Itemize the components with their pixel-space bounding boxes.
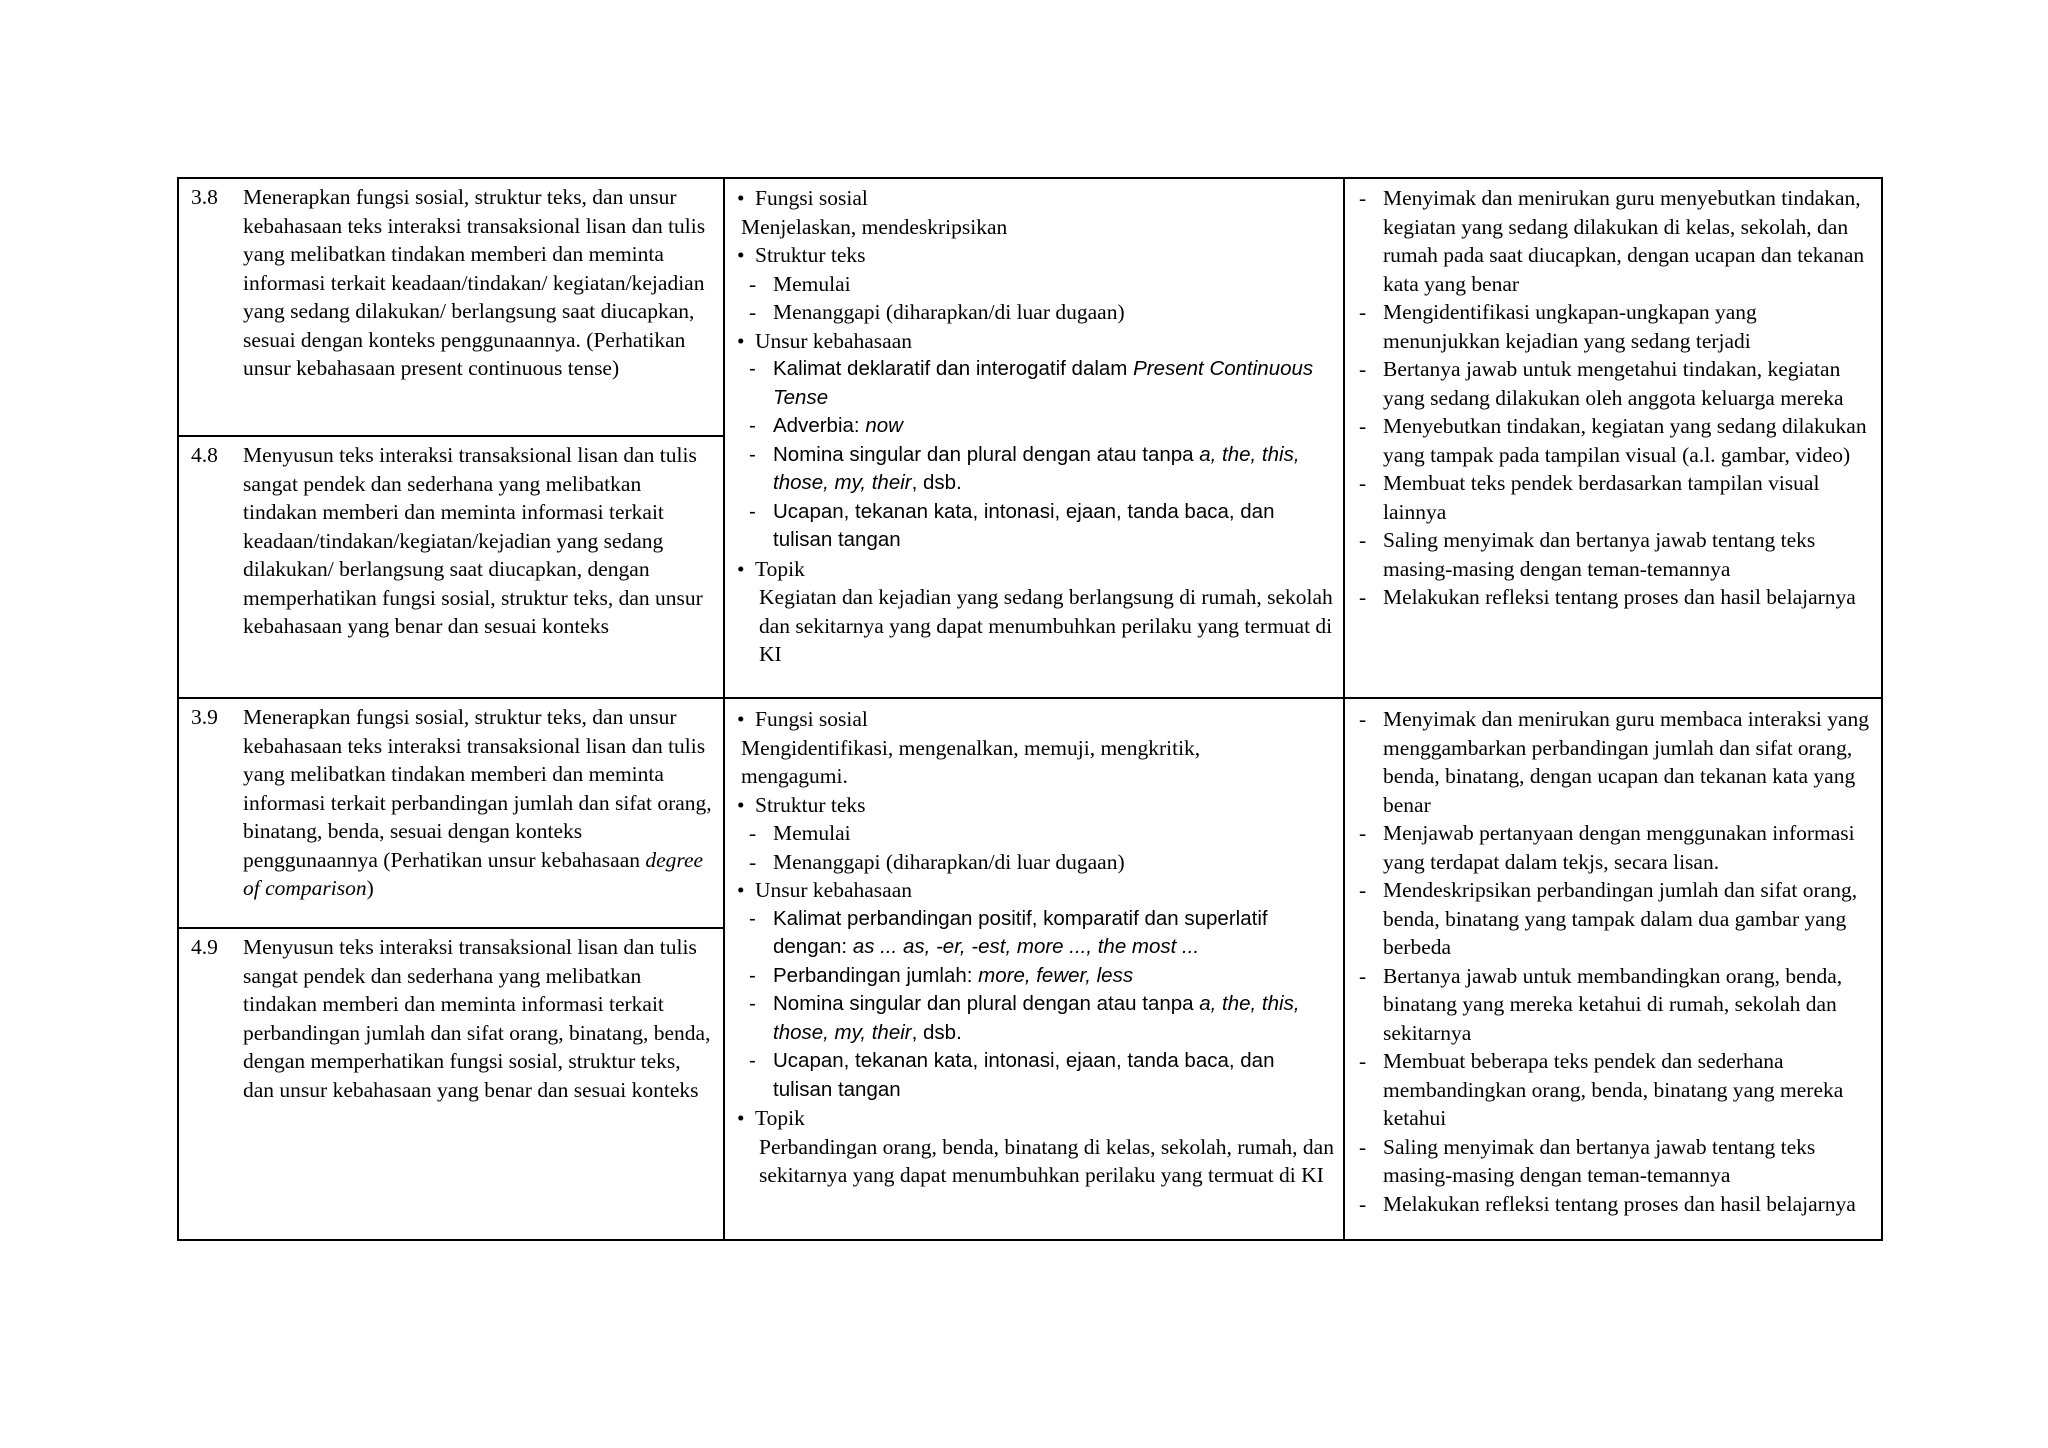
activity-item: Melakukan refleksi tentang proses dan hasil belajarnya xyxy=(1383,1191,1856,1216)
materi-heading: Struktur teks xyxy=(755,243,866,267)
bullet-icon: • xyxy=(737,707,745,731)
list-item-emphasis: a, the, this, those, my, their xyxy=(773,442,1300,494)
materi-text: Kegiatan dan kejadian yang sedang berlangsung di rumah, sekolah dan sekitarnya yang dapat menumbuhkan perilaku yang termuat di KI xyxy=(759,585,1333,666)
kd-text-suffix: ) xyxy=(366,876,374,900)
bullet-icon: • xyxy=(737,792,745,817)
materi-heading: Topik xyxy=(755,1106,805,1130)
kd-number: 4.9 xyxy=(191,935,218,959)
kd-text: Menerapkan fungsi sosial, struktur teks, dan unsur kebahasaan teks interaksi transaksional lisan dan tulis yang melibatkan tindakan memberi dan meminta informasi terkait perbandingan jumlah dan sifat orang, binatang, benda, sesuai dengan konteks penggunaannya (Perhatikan unsur kebahasaan xyxy=(243,705,712,872)
materi-text: Perbandingan orang, benda, binatang di kelas, sekolah, rumah, dan sekitarnya yang dapat menumbuhkan perilaku yang termuat di KI xyxy=(759,1134,1334,1187)
list-item: Menanggapi (diharapkan/di luar dugaan) xyxy=(773,849,1125,874)
materi-heading: Fungsi sosial xyxy=(755,186,868,210)
kegiatan-cell: - Menyimak dan menirukan guru membaca interaksi yang menggambarkan perbandingan jumlah dan sifat orang, benda, binatang, dengan ucapan dan tekanan kata yang benar - Menjawab pertanyaan dengan menggunakan informasi yang terdapat dalam tekjs, secara lisan. - Mendeskripsikan perbandingan jumlah dan sifat orang, benda, binatang yang tampak dalam dua gambar yang berbeda - Bertanya jawab untuk membandingkan orang, benda, binatang yang mereka ketahui di rumah, sekolah dan sekitarnya - Membuat beberapa teks pendek dan sederhana membandingkan orang, benda, binatang yang mereka ketahui - Saling menyimak dan bertanya jawab tentang teks masing-masing dengan teman-temannya - Melakukan refleksi tentang proses dan hasil belajarnya xyxy=(1359,707,1869,1216)
kegiatan-cell: - Menyimak dan menirukan guru menyebutkan tindakan, kegiatan yang sedang dilakukan di kelas, sekolah, dan rumah pada saat diucapkan, dengan ucapan dan tekanan kata yang benar - Mengidentifikasi ungkapan-ungkapan yang menunjukkan kejadian yang sedang terjadi - Bertanya jawab untuk mengetahui tindakan, kegiatan yang sedang dilakukan oleh anggota keluarga mereka - Menyebutkan tindakan, kegiatan yang sedang dilakukan yang tampak pada tampilan visual (a.l. gambar, video) - Membuat teks pendek berdasarkan tampilan visual lainnya - Saling menyimak dan bertanya jawab tentang teks masing-masing dengan teman-temannya - Melakukan refleksi tentang proses dan hasil belajarnya xyxy=(1359,186,1867,609)
activity-item: Menyebutkan tindakan, kegiatan yang sedang dilakukan yang tampak pada tampilan visual (a.l. gambar, video) xyxy=(1383,414,1867,467)
bullet-icon: • xyxy=(737,1106,745,1130)
activity-item: Saling menyimak dan bertanya jawab tentang teks masing-masing dengan teman-temannya xyxy=(1383,1134,1816,1187)
kd-text-emphasis: degree of comparison xyxy=(243,847,704,900)
activity-item: Membuat teks pendek berdasarkan tampilan visual lainnya xyxy=(1383,471,1820,524)
bullet-icon: • xyxy=(737,556,745,581)
list-item: Menanggapi (diharapkan/di luar dugaan) xyxy=(773,300,1125,324)
column-divider xyxy=(1343,179,1345,1239)
activity-item: Mengidentifikasi ungkapan-ungkapan yang menunjukkan kejadian yang sedang terjadi xyxy=(1383,300,1757,353)
list-item: Ucapan, tekanan kata, intonasi, ejaan, tanda baca, dan tulisan tangan xyxy=(773,499,1275,551)
kd-text: Menyusun teks interaksi transaksional lisan dan tulis sangat pendek dan sederhana yang melibatkan tindakan memberi dan meminta informasi terkait keadaan/tindakan/kegiatan/kejadian yang sedang dilakukan/ berlangsung saat diucapkan, dengan memperhatikan fungsi sosial, struktur teks, dan unsur kebahasaan yang benar dan sesuai konteks xyxy=(243,443,703,638)
row-divider xyxy=(179,927,723,929)
activity-item: Menjawab pertanyaan dengan menggunakan informasi yang terdapat dalam tekjs, secara lisan. xyxy=(1383,821,1855,874)
activity-item: Membuat beberapa teks pendek dan sederhana membandingkan orang, benda, binatang yang mereka ketahui xyxy=(1383,1049,1844,1130)
list-item: Adverbia: xyxy=(773,414,866,437)
activity-item: Menyimak dan menirukan guru membaca interaksi yang menggambarkan perbandingan jumlah dan sifat orang, benda, binatang, dengan ucapan dan tekanan kata yang benar xyxy=(1383,707,1869,817)
materi-heading: Unsur kebahasaan xyxy=(755,878,913,902)
materi-cell: • Fungsi sosial Mengidentifikasi, mengenalkan, memuji, mengkritik, mengagumi. • Struktur teks - Memulai - Menanggapi (diharapkan/di luar dugaan) • Unsur kebahasaan - Kalimat perbandingan positif, komparatif dan superlatif dengan: as ... as, -er, -est, more ..., the most ... - Perbandingan jumlah: more, fewer, less - Nomina singular dan plural dengan atau tanpa a, the, this, those, my, their, dsb. - Ucapan, tekanan kata, intonasi, ejaan, tanda baca, dan tulisan tangan • Topik Perbandingan orang, benda, binatang di kelas, sekolah, rumah, dan sekitarnya yang dapat menumbuhkan perilaku yang termuat di KI xyxy=(727,705,1339,1190)
row-divider xyxy=(179,435,723,437)
column-divider xyxy=(723,179,725,1239)
kd-number: 3.9 xyxy=(191,705,218,729)
activity-item: Saling menyimak dan bertanya jawab tentang teks masing-masing dengan teman-temannya xyxy=(1383,528,1816,581)
activity-item: Bertanya jawab untuk membandingkan orang, benda, binatang yang mereka ketahui di rumah, sekolah dan sekitarnya xyxy=(1383,963,1843,1045)
competency-table xyxy=(177,177,1883,1241)
activity-item: Mendeskripsikan perbandingan jumlah dan sifat orang, benda, binatang yang tampak dalam dua gambar yang berbeda xyxy=(1383,878,1858,959)
bullet-icon: • xyxy=(737,878,745,902)
list-item: Nomina singular dan plural dengan atau tanpa xyxy=(773,992,1200,1015)
list-item: Memulai xyxy=(773,821,851,845)
materi-heading: Fungsi sosial xyxy=(755,707,868,731)
list-item: Perbandingan jumlah: xyxy=(773,963,979,987)
materi-heading: Struktur teks xyxy=(755,792,866,817)
list-item: Kalimat perbandingan positif, komparatif dan superlatif dengan: xyxy=(773,906,1268,958)
kd-number: 3.8 xyxy=(191,185,218,209)
list-item: Ucapan, tekanan kata, intonasi, ejaan, tanda baca, dan tulisan tangan xyxy=(773,1049,1275,1101)
kd-text: Menerapkan fungsi sosial, struktur teks, dan unsur kebahasaan teks interaksi transaksional lisan dan tulis yang melibatkan tindakan memberi dan meminta informasi terkait keadaan/tindakan/ kegiatan/kejadian yang sedang dilakukan/ berlangsung saat diucapkan, sesuai dengan konteks penggunaannya. (Perhatikan unsur kebahasaan present continuous tense) xyxy=(243,185,706,380)
bullet-icon: • xyxy=(737,186,745,210)
activity-item: Bertanya jawab untuk mengetahui tindakan, kegiatan yang sedang dilakukan oleh anggota keluarga mereka xyxy=(1383,357,1844,410)
activity-item: Melakukan refleksi tentang proses dan hasil belajarnya xyxy=(1383,585,1856,609)
list-item: Memulai xyxy=(773,271,851,296)
materi-text: Menjelaskan, mendeskripsikan xyxy=(741,214,1008,239)
list-item-emphasis: as ... as, -er, -est, more ..., the most ... xyxy=(852,935,1200,958)
materi-cell: • Fungsi sosial Menjelaskan, mendeskripsikan • Struktur teks - Memulai - Menanggapi (diharapkan/di luar dugaan) • Unsur kebahasaan - Kalimat deklaratif dan interogatif dalam Present Continuous Tense - Adverbia: now - Nomina singular dan plural dengan atau tanpa a, the, this, those, my, their, dsb. - Ucapan, tekanan kata, intonasi, ejaan, tanda baca, dan tulisan tangan • Topik Kegiatan dan kejadian yang sedang berlangsung di rumah, sekolah dan sekitarnya yang dapat menumbuhkan perilaku yang termuat di KI xyxy=(727,184,1339,669)
kd-text: Menyusun teks interaksi transaksional lisan dan tulis sangat pendek dan sederhana yang melibatkan tindakan memberi dan meminta informasi terkait perbandingan jumlah dan sifat orang, binatang, benda, dengan memperhatikan fungsi sosial, struktur teks, dan unsur kebahasaan yang benar dan sesuai konteks xyxy=(243,935,711,1102)
bullet-icon: • xyxy=(737,328,745,353)
list-item-suffix: , dsb. xyxy=(911,1020,962,1044)
kd-number: 4.8 xyxy=(191,443,218,467)
materi-heading: Topik xyxy=(755,556,805,581)
list-item-suffix: , dsb. xyxy=(911,471,962,494)
activity-item: Menyimak dan menirukan guru menyebutkan tindakan, kegiatan yang sedang dilakukan di kelas, sekolah, dan rumah pada saat diucapkan, dengan ucapan dan tekanan kata yang benar xyxy=(1383,186,1865,296)
list-item-emphasis: more, fewer, less xyxy=(978,963,1134,987)
row-divider xyxy=(179,697,1881,699)
bullet-icon: • xyxy=(737,243,745,267)
list-item-emphasis: now xyxy=(865,414,903,437)
materi-heading: Unsur kebahasaan xyxy=(755,328,913,353)
list-item: Nomina singular dan plural dengan atau tanpa xyxy=(773,442,1200,466)
list-item-emphasis: Present Continuous Tense xyxy=(773,357,1314,409)
materi-text: Mengidentifikasi, mengenalkan, memuji, mengkritik, mengagumi. xyxy=(741,735,1201,788)
list-item-emphasis: a, the, this, those, my, their xyxy=(773,992,1300,1044)
list-item: Kalimat deklaratif dan interogatif dalam xyxy=(773,357,1134,380)
